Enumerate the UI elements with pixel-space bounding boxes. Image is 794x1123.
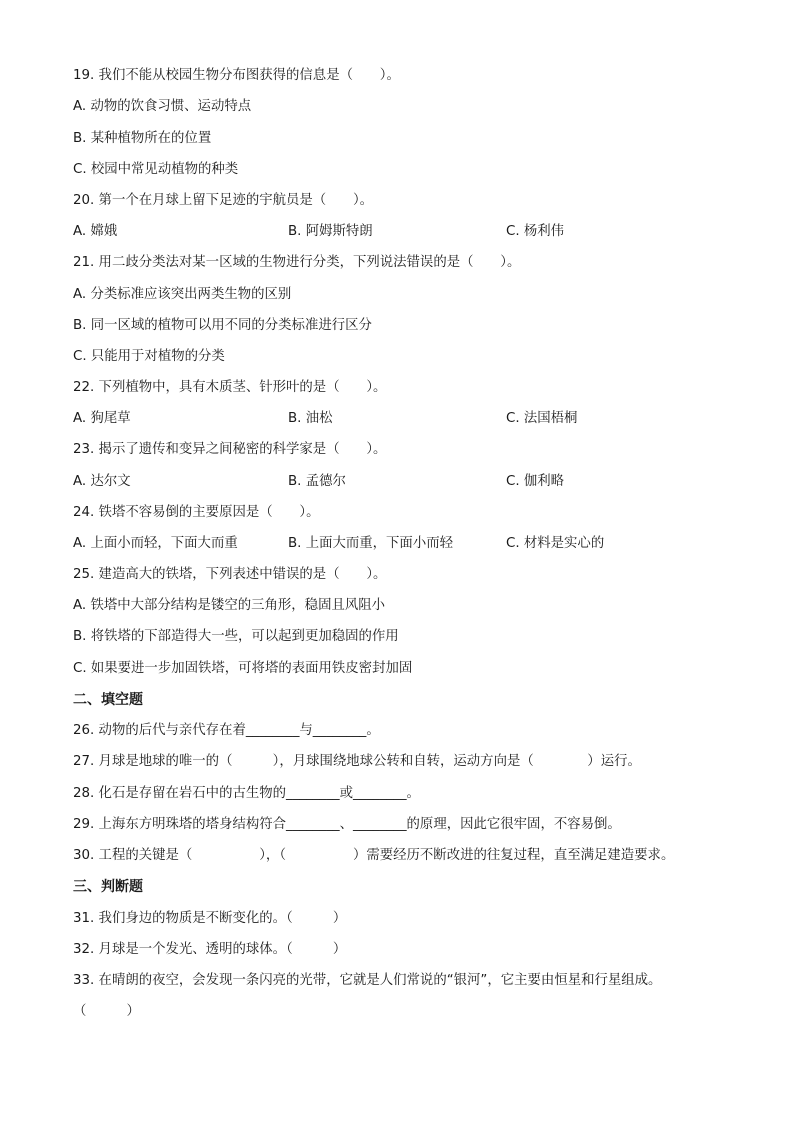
question-28: 28. 化石是存留在岩石中的古生物的________或________。 [73,786,420,801]
question-32: 32. 月球是一个发光、透明的球体。（ ） [73,942,347,957]
question-23-option-a: A. 达尔文 [73,474,131,489]
question-23-option-c: C. 伽利略 [506,474,565,489]
question-20-option-b: B. 阿姆斯特朗 [288,224,373,239]
question-29: 29. 上海东方明珠塔的塔身结构符合________、________的原理，因此它很牢固，不容易倒。 [73,817,621,832]
question-23-option-b: B. 孟德尔 [288,474,346,489]
question-22-option-b: B. 油松 [288,411,333,426]
question-21-option-b: B. 同一区域的植物可以用不同的分类标准进行区分 [73,318,372,333]
question-25-option-b: B. 将铁塔的下部造得大一些，可以起到更加稳固的作用 [73,629,399,644]
question-25-option-c: C. 如果要进一步加固铁塔，可将塔的表面用铁皮密封加固 [73,661,413,676]
question-31: 31. 我们身边的物质是不断变化的。（ ） [73,911,347,926]
section-heading-judge: 三、判断题 [73,879,143,895]
question-25-stem: 25. 建造高大的铁塔，下列表述中错误的是（ ）。 [73,567,387,582]
question-27: 27. 月球是地球的唯一的（ ），月球围绕地球公转和自转，运动方向是（ ）运行。 [73,754,641,769]
question-19-option-a: A. 动物的饮食习惯、运动特点 [73,99,252,114]
question-23-stem: 23. 揭示了遗传和变异之间秘密的科学家是（ ）。 [73,442,387,457]
question-21-option-a: A. 分类标准应该突出两类生物的区别 [73,287,292,302]
question-24-option-b: B. 上面大而重，下面小而轻 [288,536,453,551]
question-21-option-c: C. 只能用于对植物的分类 [73,349,225,364]
question-33-answer-blank: （ ） [73,1004,140,1019]
question-26: 26. 动物的后代与亲代存在着________与________。 [73,723,380,738]
question-20-option-c: C. 杨利伟 [506,224,565,239]
question-24-stem: 24. 铁塔不容易倒的主要原因是（ ）。 [73,505,320,520]
question-33: 33. 在晴朗的夜空，会发现一条闪亮的光带，它就是人们常说的“银河”，它主要由恒星和行星组成。 [73,973,662,988]
question-20-option-a: A. 嫦娥 [73,224,118,239]
question-30: 30. 工程的关键是（ ），（ ）需要经历不断改进的往复过程，直至满足建造要求。 [73,848,675,863]
question-19-option-b: B. 某种植物所在的位置 [73,131,212,146]
question-24-option-a: A. 上面小而轻，下面大而重 [73,536,238,551]
section-heading-fill-blank: 二、填空题 [73,692,143,708]
question-20-stem: 20. 第一个在月球上留下足迹的宇航员是（ ）。 [73,193,374,208]
question-25-option-a: A. 铁塔中大部分结构是镂空的三角形，稳固且风阻小 [73,598,386,613]
question-21-stem: 21. 用二歧分类法对某一区域的生物进行分类，下列说法错误的是（ ）。 [73,255,521,270]
question-22-stem: 22. 下列植物中，具有木质茎、针形叶的是（ ）。 [73,380,387,395]
question-19-option-c: C. 校园中常见动植物的种类 [73,162,239,177]
question-22-option-a: A. 狗尾草 [73,411,131,426]
question-22-option-c: C. 法国梧桐 [506,411,578,426]
question-19-stem: 19. 我们不能从校园生物分布图获得的信息是（ ）。 [73,68,400,83]
question-24-option-c: C. 材料是实心的 [506,536,605,551]
